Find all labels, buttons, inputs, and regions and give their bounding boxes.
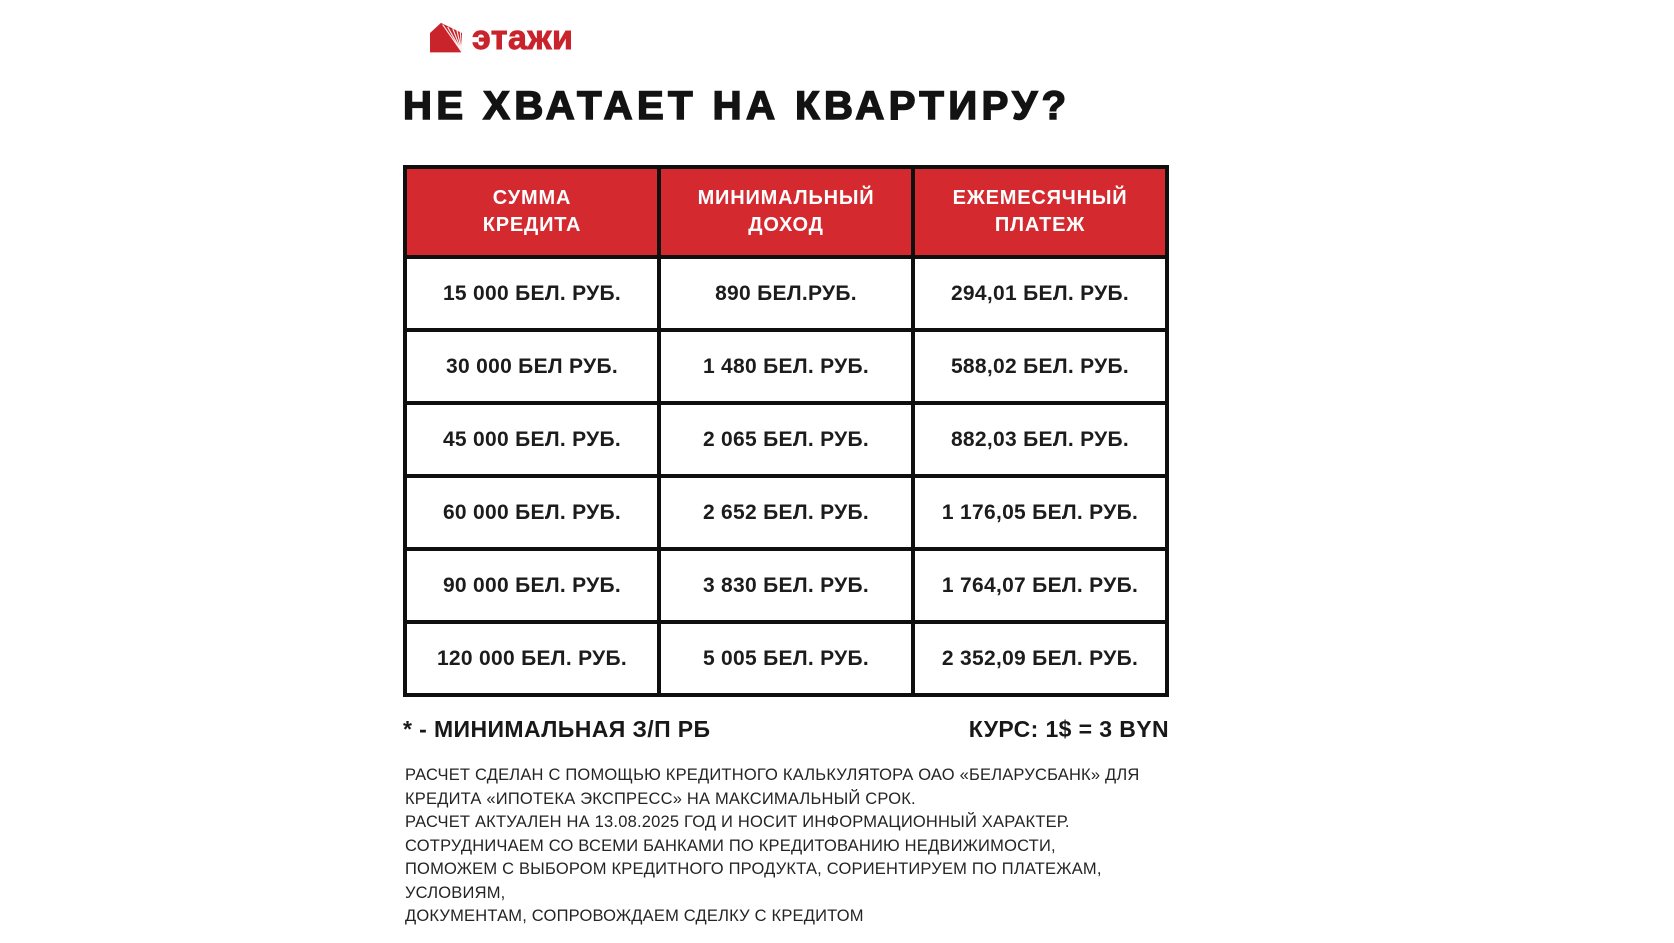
disclaimer-line: ПОМОЖЕМ С ВЫБОРОМ КРЕДИТНОГО ПРОДУКТА, СОРИЕНТИРУЕМ ПО ПЛАТЕЖАМ, bbox=[405, 860, 1102, 878]
monthly-payment-cell: 1 764,07 БЕЛ. РУБ. bbox=[913, 549, 1167, 622]
credit-sum-cell: 90 000 БЕЛ. РУБ. bbox=[405, 549, 659, 622]
min-income-cell: 3 830 БЕЛ. РУБ. bbox=[659, 549, 913, 622]
logo-text: этажи bbox=[472, 19, 574, 57]
monthly-payment-cell: 588,02 БЕЛ. РУБ. bbox=[913, 330, 1167, 403]
credit-sum-cell: 120 000 БЕЛ. РУБ. bbox=[405, 622, 659, 695]
house-icon bbox=[429, 22, 463, 54]
column-header-line: ПЛАТЕЖ bbox=[994, 214, 1086, 236]
table-header-row bbox=[405, 167, 1167, 257]
min-income-cell: 1 480 БЕЛ. РУБ. bbox=[659, 330, 913, 403]
column-header-line: СУММА bbox=[492, 187, 572, 209]
disclaimer-line: СОТРУДНИЧАЕМ СО ВСЕМИ БАНКАМИ ПО КРЕДИТОВАНИЮ НЕДВИЖИМОСТИ, bbox=[405, 836, 1056, 855]
column-header-min-income bbox=[659, 167, 913, 257]
credit-sum-cell: 60 000 БЕЛ. РУБ. bbox=[405, 476, 659, 549]
disclaimer-line: КРЕДИТА «ИПОТЕКА ЭКСПРЕСС» НА МАКСИМАЛЬНЫЙ СРОК. bbox=[405, 789, 916, 808]
footnote-min-salary: * - МИНИМАЛЬНАЯ З/П РБ bbox=[403, 716, 711, 742]
monthly-payment-cell: 294,01 БЕЛ. РУБ. bbox=[913, 257, 1167, 330]
table-row bbox=[405, 622, 1167, 695]
table-row bbox=[405, 549, 1167, 622]
disclaimer-line: УСЛОВИЯМ, bbox=[405, 883, 506, 902]
monthly-payment-cell: 2 352,09 БЕЛ. РУБ. bbox=[913, 622, 1167, 695]
column-header-monthly-payment bbox=[913, 167, 1167, 257]
footnotes-row bbox=[403, 716, 1169, 743]
logo bbox=[429, 19, 574, 57]
table-row bbox=[405, 257, 1167, 330]
min-income-cell: 890 БЕЛ.РУБ. bbox=[659, 257, 913, 330]
column-header-credit-sum bbox=[405, 167, 659, 257]
column-header-line: ДОХОД bbox=[748, 214, 824, 236]
disclaimer-line: РАСЧЕТ СДЕЛАН С ПОМОЩЬЮ КРЕДИТНОГО КАЛЬКУЛЯТОРА ОАО «БЕЛАРУСБАНК» ДЛЯ bbox=[405, 766, 1140, 784]
exchange-rate-note: КУРС: 1$ = 3 BYN bbox=[968, 716, 1169, 742]
min-income-cell: 2 065 БЕЛ. РУБ. bbox=[659, 403, 913, 476]
disclaimer-line: ДОКУМЕНТАМ, СОПРОВОЖДАЕМ СДЕЛКУ С КРЕДИТОМ bbox=[405, 907, 864, 925]
credit-table bbox=[403, 165, 1169, 697]
credit-sum-cell: 45 000 БЕЛ. РУБ. bbox=[405, 403, 659, 476]
column-header-line: МИНИМАЛЬНЫЙ bbox=[697, 187, 875, 209]
credit-sum-cell: 15 000 БЕЛ. РУБ. bbox=[405, 257, 659, 330]
column-header-line: КРЕДИТА bbox=[482, 214, 582, 236]
disclaimer-line: РАСЧЕТ АКТУАЛЕН НА 13.08.2025 ГОД И НОСИТ ИНФОРМАЦИОННЫЙ ХАРАКТЕР. bbox=[405, 813, 1070, 831]
credit-sum-cell: 30 000 БЕЛ РУБ. bbox=[405, 330, 659, 403]
monthly-payment-cell: 882,03 БЕЛ. РУБ. bbox=[913, 403, 1167, 476]
column-header-line: ЕЖЕМЕСЯЧНЫЙ bbox=[952, 187, 1128, 209]
table-row bbox=[405, 403, 1167, 476]
table-row bbox=[405, 330, 1167, 403]
table-row bbox=[405, 476, 1167, 549]
disclaimer bbox=[405, 764, 1140, 929]
min-income-cell: 2 652 БЕЛ. РУБ. bbox=[659, 476, 913, 549]
monthly-payment-cell: 1 176,05 БЕЛ. РУБ. bbox=[913, 476, 1167, 549]
min-income-cell: 5 005 БЕЛ. РУБ. bbox=[659, 622, 913, 695]
page-title: НЕ ХВАТАЕТ НА КВАРТИРУ? bbox=[403, 84, 1071, 128]
